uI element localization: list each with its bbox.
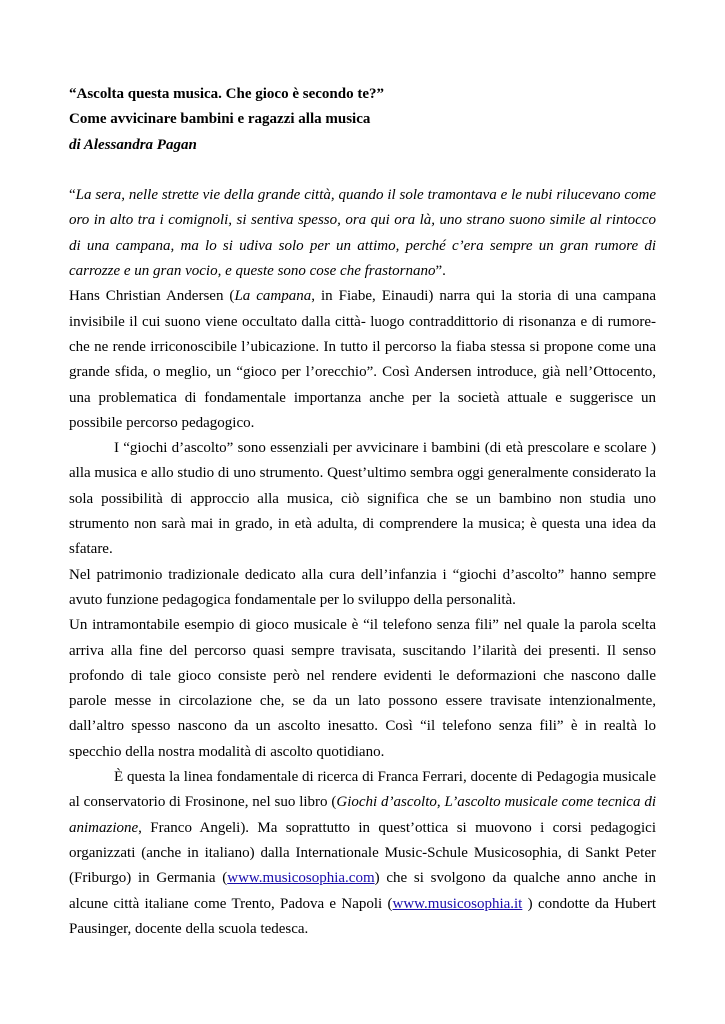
paragraph-text: ) condotte da Hubert Pausinger, docente della scuola tedesca. xyxy=(69,895,656,937)
spacer xyxy=(69,158,656,183)
paragraph-text: , Franco Angeli). Ma soprattutto in quest’ottica si muovono i corsi pedagogici organizzati (anche in italiano) dalla Internationale Music-Schule Musicosophia, di Sankt Peter (Friburgo) in Germania ( xyxy=(69,819,656,887)
paragraph-patrimonio: Nel patrimonio tradizionale dedicato alla cura dell’infanzia i “giochi d’ascolto” hanno sempre avuto funzione pedagogica fondamentale per lo sviluppo della personalità. xyxy=(69,566,656,608)
title-separator: , xyxy=(436,794,445,811)
quote-close-mark: ”. xyxy=(435,263,446,280)
article-body xyxy=(69,82,656,942)
book-title-campana: La campana xyxy=(234,288,312,305)
paragraph-telefono: Un intramontabile esempio di gioco musicale è “il telefono senza fili” nel quale la parola scelta arriva alla fine del percorso quasi sempre travisata, suscitando l’ilarità dei presenti. Il senso profondo di tale gioco consiste però nel rendere evidenti le deformazioni che nascono dalle parole messe in circolazione che, se da un lato possono essere travisate intenzionalmente, dall’altro spesso nascono da un ascolto inesatto. Così “il telefono senza fili” è in realtà lo specchio della nostra modalità di ascolto quotidiano. xyxy=(69,617,656,760)
paragraph-text: ) che si svolgono da qualche anno anche in alcune città italiane come Trento, Padova e Napoli ( xyxy=(69,870,656,912)
article-title: “Ascolta questa musica. Che gioco è secondo te?” xyxy=(69,86,384,102)
paragraph-text: Hans Christian Andersen ( xyxy=(69,288,235,305)
paragraph-ferrari xyxy=(69,765,656,942)
paragraph-text: È questa la linea fondamentale di ricerca di Franca Ferrari, docente di Pedagogia musicale al conservatorio di Frosinone, nel suo libro ( xyxy=(69,769,656,811)
quote-open-mark: “ xyxy=(69,187,76,204)
link-musicosophia-com[interactable]: www.musicosophia.com xyxy=(227,870,375,887)
book-title-ascolto: L’ascolto musicale come tecnica di animazione xyxy=(69,794,656,836)
article-subtitle: Come avvicinare bambini e ragazzi alla musica xyxy=(69,111,371,128)
book-title-giochi: Giochi d’ascolto xyxy=(336,794,437,811)
opening-quote xyxy=(69,183,656,284)
quote-text: La sera, nelle strette vie della grande città, quando il sole tramontava e le nubi rilucevano come oro in alto tra i comignoli, si sentiva spesso, ora qui ora là, uno strano suono simile al rintocco di una campana, ma lo si udiva solo per un attimo, perché c’era sempre un gran rumore di carrozze e un gran vocio, e queste sono cose che frastornano xyxy=(69,187,656,280)
paragraph-text: , in Fiabe, Einaudi) narra qui la storia di una campana invisibile il cui suono viene occultato dalla città- luogo contraddittorio di risonanza e di rumore- che ne rende irriconoscibile l’ubicazione. In tutto il percorso la fiaba stessa si propone come una grande sfida, o meglio, un “gioco per l’orecchio”. Così Andersen introduce, già nell’Ottocento, una problematica di fondamentale importanza anche per la società attuale e suggerisce un possibile percorso pedagogico. xyxy=(69,288,656,431)
article-author: di Alessandra Pagan xyxy=(69,136,197,153)
paragraph-andersen xyxy=(69,284,656,436)
link-musicosophia-it[interactable]: www.musicosophia.it xyxy=(392,895,523,912)
paragraph-giochi-ascolto: I “giochi d’ascolto” sono essenziali per avvicinare i bambini (di età prescolare e scolare ) alla musica e allo studio di uno strumento. Quest’ultimo sembra oggi generalmente considerato la sola possibilità di approccio alla musica, ciò significa che se un bambino non studia uno strumento non sarà mai in grado, in età adulta, di comprendere la musica; è questa una idea da sfatare. xyxy=(69,440,656,558)
